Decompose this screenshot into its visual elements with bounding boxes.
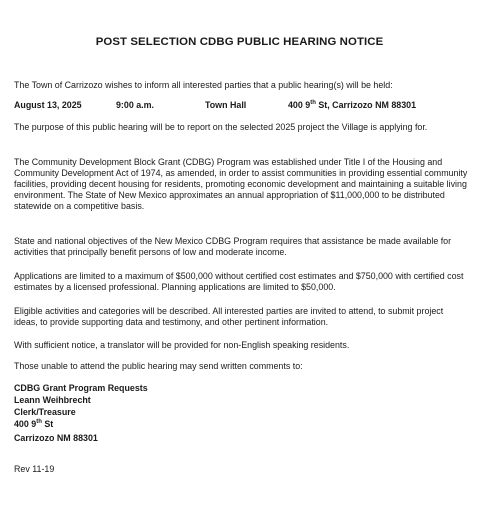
intro-text: The Town of Carrizozo wishes to inform all interested parties that a public hearing(s) will be held:: [14, 80, 393, 90]
translator-text: With sufficient notice, a translator will be provided for non-English speaking residents.: [14, 340, 350, 350]
purpose-paragraph: The purpose of this public hearing will be to report on the selected 2025 project the Village is applying for.: [14, 122, 428, 132]
hearing-date: August 13, 2025: [14, 100, 82, 110]
contact-line-2: Leann Weihbrecht: [14, 395, 91, 405]
limits-paragraph: Applications are limited to a maximum of $500,000 without certified cost estimates and $750,000 with certified cost estimates by a licensed professional. Planning applications are limited to $50,000.: [14, 271, 464, 292]
hearing-time: 9:00 a.m.: [116, 100, 154, 110]
hearing-location: Town Hall: [205, 100, 247, 110]
notice-title: POST SELECTION CDBG PUBLIC HEARING NOTICE: [95, 36, 384, 48]
contact-line-1: CDBG Grant Program Requests: [14, 383, 148, 393]
contact-line-3: Clerk/Treasure: [14, 407, 76, 417]
hearing-address: 400 9th St, Carrizozo NM 88301: [288, 100, 417, 110]
program-paragraph: The Community Development Block Grant (CDBG) Program was established under Title I of the Housing and Community Development Act of 1974, as amended, in order to assist communities in providing essential community facilities, providing decent housing for residents, promoting economic development and maintaining a suitable living environment. The State of New Mexico approximates an annual appropriation of $11,000,000 to be distributed statewide on a competitive basis.: [14, 157, 468, 211]
objectives-paragraph: State and national objectives of the New Mexico CDBG Program requires that assistance be made available for activities that principally benefit persons of low and moderate income.: [14, 236, 452, 257]
contact-line-5: Carrizozo NM 88301: [14, 433, 98, 443]
contact-line-4: 400 9th St: [14, 419, 54, 429]
revision-label: Rev 11-19: [14, 464, 55, 474]
activities-paragraph: Eligible activities and categories will be described. All interested parties are invited to attend, to submit project ideas, to provide supporting data and testimony, and other pertinent information.: [14, 306, 444, 327]
hearing-details: [14, 100, 468, 112]
unable-text: Those unable to attend the public hearing may send written comments to:: [14, 361, 303, 371]
